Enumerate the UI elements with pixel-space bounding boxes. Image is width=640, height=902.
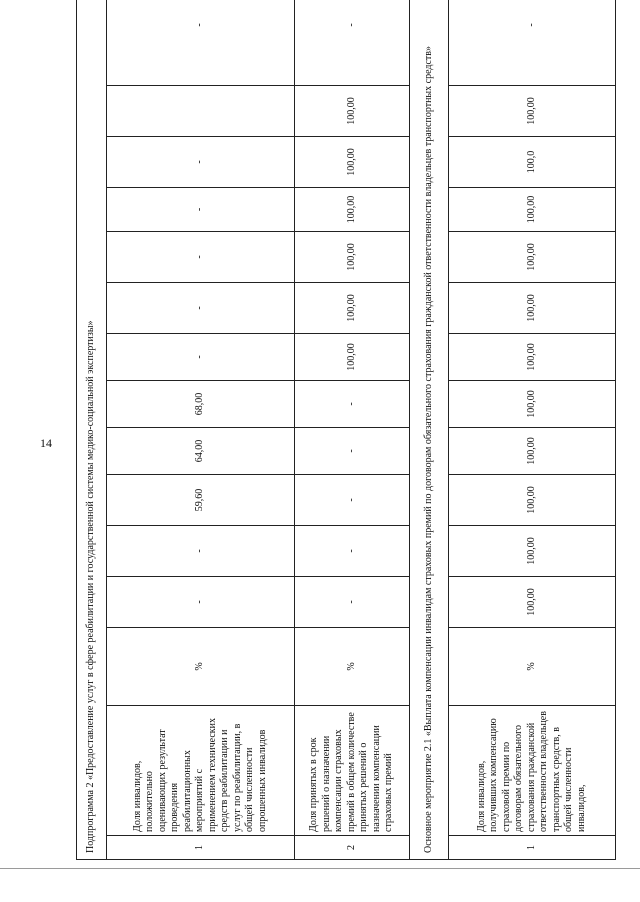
value-cell: - — [107, 0, 295, 86]
value-cell: 100,00 — [295, 86, 410, 137]
value-cell: 100,00 — [449, 86, 616, 137]
value-cell: - — [107, 334, 295, 381]
value-cell: 100,00 — [449, 334, 616, 381]
subprogram-header-row — [77, 0, 107, 860]
unit-cell: % — [449, 628, 616, 706]
value-cell: 100,00 — [449, 526, 616, 577]
value-cell: - — [107, 283, 295, 334]
value-cell: - — [295, 428, 410, 475]
value-cell: 100,00 — [295, 283, 410, 334]
value-cell: 100,00 — [449, 475, 616, 526]
table-row — [107, 0, 295, 860]
value-cell: - — [295, 0, 410, 86]
value-cell: 59,60 — [107, 475, 295, 526]
value-cell: 100,00 — [295, 188, 410, 232]
value-cell: - — [107, 137, 295, 188]
value-cell: 64,00 — [107, 428, 295, 475]
value-cell: 68,00 — [107, 381, 295, 428]
table-row — [295, 0, 410, 860]
value-cell: - — [295, 475, 410, 526]
table-row — [449, 0, 616, 860]
value-cell: - — [107, 577, 295, 628]
value-cell: 100,00 — [449, 577, 616, 628]
value-cell: 100,0 — [449, 137, 616, 188]
value-cell: - — [107, 526, 295, 577]
value-cell: - — [107, 188, 295, 232]
value-cell: 100,00 — [449, 381, 616, 428]
unit-cell: % — [107, 628, 295, 706]
value-cell: 100,00 — [449, 428, 616, 475]
indicators-table-rotated — [76, 15, 621, 860]
value-cell — [107, 86, 295, 137]
value-cell: - — [295, 381, 410, 428]
value-cell: 100,00 — [295, 232, 410, 283]
value-cell: - — [295, 526, 410, 577]
indicator-name: Доля принятых в срок решений о назначении компенсации страховых премий в общем количестве принятых решений о назначении компенсации страховых премий — [295, 706, 410, 836]
value-cell: - — [107, 232, 295, 283]
indicators-table — [76, 0, 616, 860]
unit-cell: % — [295, 628, 410, 706]
row-number: 1 — [449, 836, 616, 860]
value-cell: 100,00 — [295, 137, 410, 188]
value-cell: 100,00 — [449, 283, 616, 334]
value-cell: 100,00 — [449, 188, 616, 232]
value-cell: - — [449, 0, 616, 86]
value-cell: 100,00 — [295, 334, 410, 381]
page-number: 14 — [40, 436, 52, 450]
value-cell: 100,00 — [449, 232, 616, 283]
value-cell: - — [295, 577, 410, 628]
indicator-name: Доля инвалидов, положительно оценивающих результат проведения реабилитационных мероприятий с применением технических средств реабилитации и услуг по реабилитации, в общей численности опрошенных инвалидов — [107, 706, 295, 836]
page-bottom-rule — [0, 868, 640, 869]
indicator-name: Доля инвалидов, получивших компенсацию страховой премии по договорам обязательного страхования гражданской ответственности владельцев транспортных средств, в общей численности инвалидов, — [449, 706, 616, 836]
main-activity-title: Основное мероприятие 2.1 «Выплата компенсации инвалидам страховых премий по договорам обязательного страхования гражданской ответственности владельцев транспортных средств» — [410, 0, 449, 860]
row-number: 1 — [107, 836, 295, 860]
main-activity-header-row — [410, 0, 449, 860]
subprogram-title: Подпрограмма 2 «Предоставление услуг в сфере реабилитации и государственной системы медико-социальной экспертизы» — [77, 0, 107, 860]
row-number: 2 — [295, 836, 410, 860]
